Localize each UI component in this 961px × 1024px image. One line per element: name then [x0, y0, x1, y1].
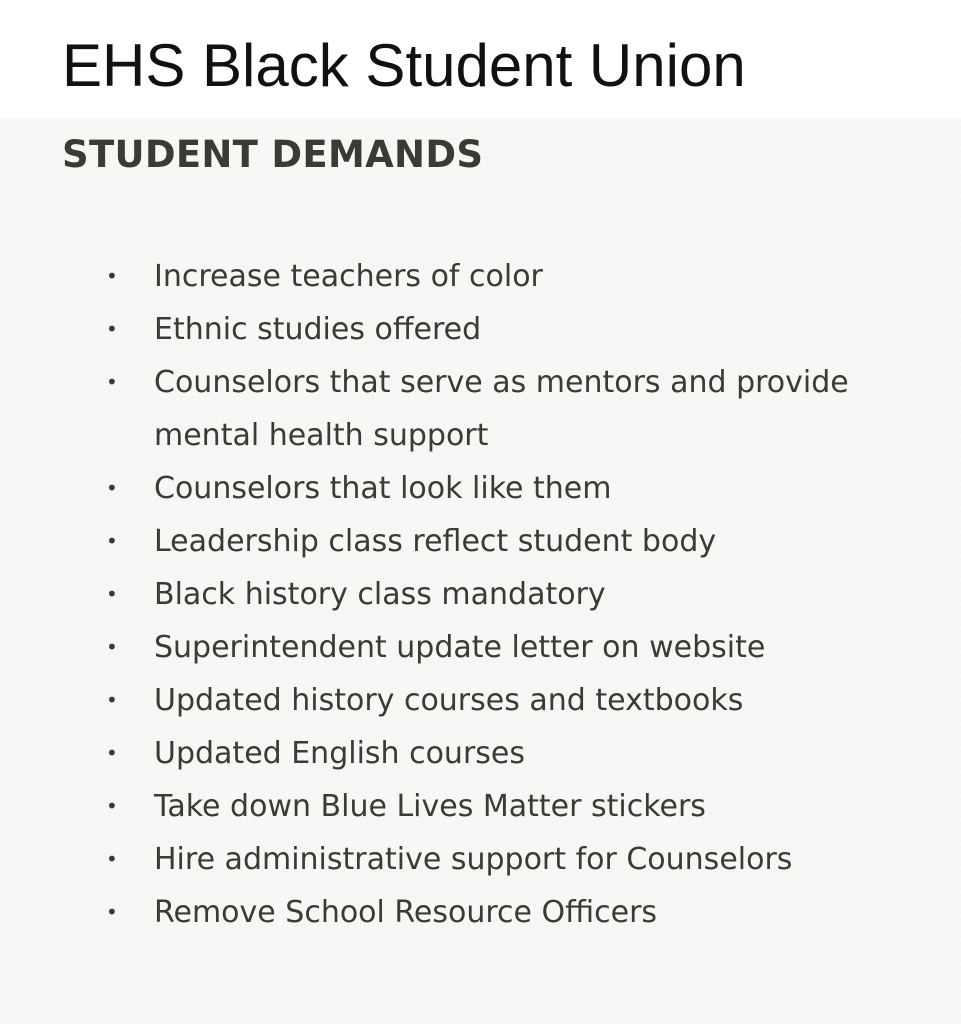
list-item: [98, 886, 874, 939]
list-item: [98, 833, 874, 886]
demand-text: Ethnic studies offered: [154, 312, 482, 347]
demand-text: Black history class mandatory: [154, 577, 606, 612]
demand-text: Hire administrative support for Counselors: [154, 842, 793, 877]
bullet-icon: •: [106, 370, 118, 394]
bullet-icon: •: [106, 317, 118, 341]
list-item: [98, 674, 874, 727]
list-item: [98, 356, 874, 462]
demand-text: Updated history courses and textbooks: [154, 683, 744, 718]
demand-text: Superintendent update letter on website: [154, 630, 766, 665]
bullet-icon: •: [106, 635, 118, 659]
bullet-icon: •: [106, 794, 118, 818]
bullet-icon: •: [106, 741, 118, 765]
bullet-icon: •: [106, 847, 118, 871]
list-item: [98, 515, 874, 568]
list-item: [98, 727, 874, 780]
list-item: [98, 303, 874, 356]
list-item: [98, 462, 874, 515]
bullet-icon: •: [106, 900, 118, 924]
bullet-icon: •: [106, 264, 118, 288]
list-item: [98, 780, 874, 833]
bullet-icon: •: [106, 688, 118, 712]
list-item: [98, 568, 874, 621]
bullet-icon: •: [106, 476, 118, 500]
page-title: EHS Black Student Union: [62, 32, 746, 99]
section-heading: STUDENT DEMANDS: [62, 133, 484, 176]
demand-text: Counselors that look like them: [154, 471, 612, 506]
demand-text: Remove School Resource Officers: [154, 895, 658, 930]
demand-text: Leadership class reflect student body: [154, 524, 717, 559]
bullet-icon: •: [106, 582, 118, 606]
demands-list: [98, 250, 874, 939]
list-item: [98, 250, 874, 303]
demand-text: Take down Blue Lives Matter stickers: [154, 789, 706, 824]
demand-text: Increase teachers of color: [154, 259, 543, 294]
bullet-icon: •: [106, 529, 118, 553]
demand-text: Counselors that serve as mentors and provide mental health support: [154, 365, 849, 453]
list-item: [98, 621, 874, 674]
demand-text: Updated English courses: [154, 736, 526, 771]
